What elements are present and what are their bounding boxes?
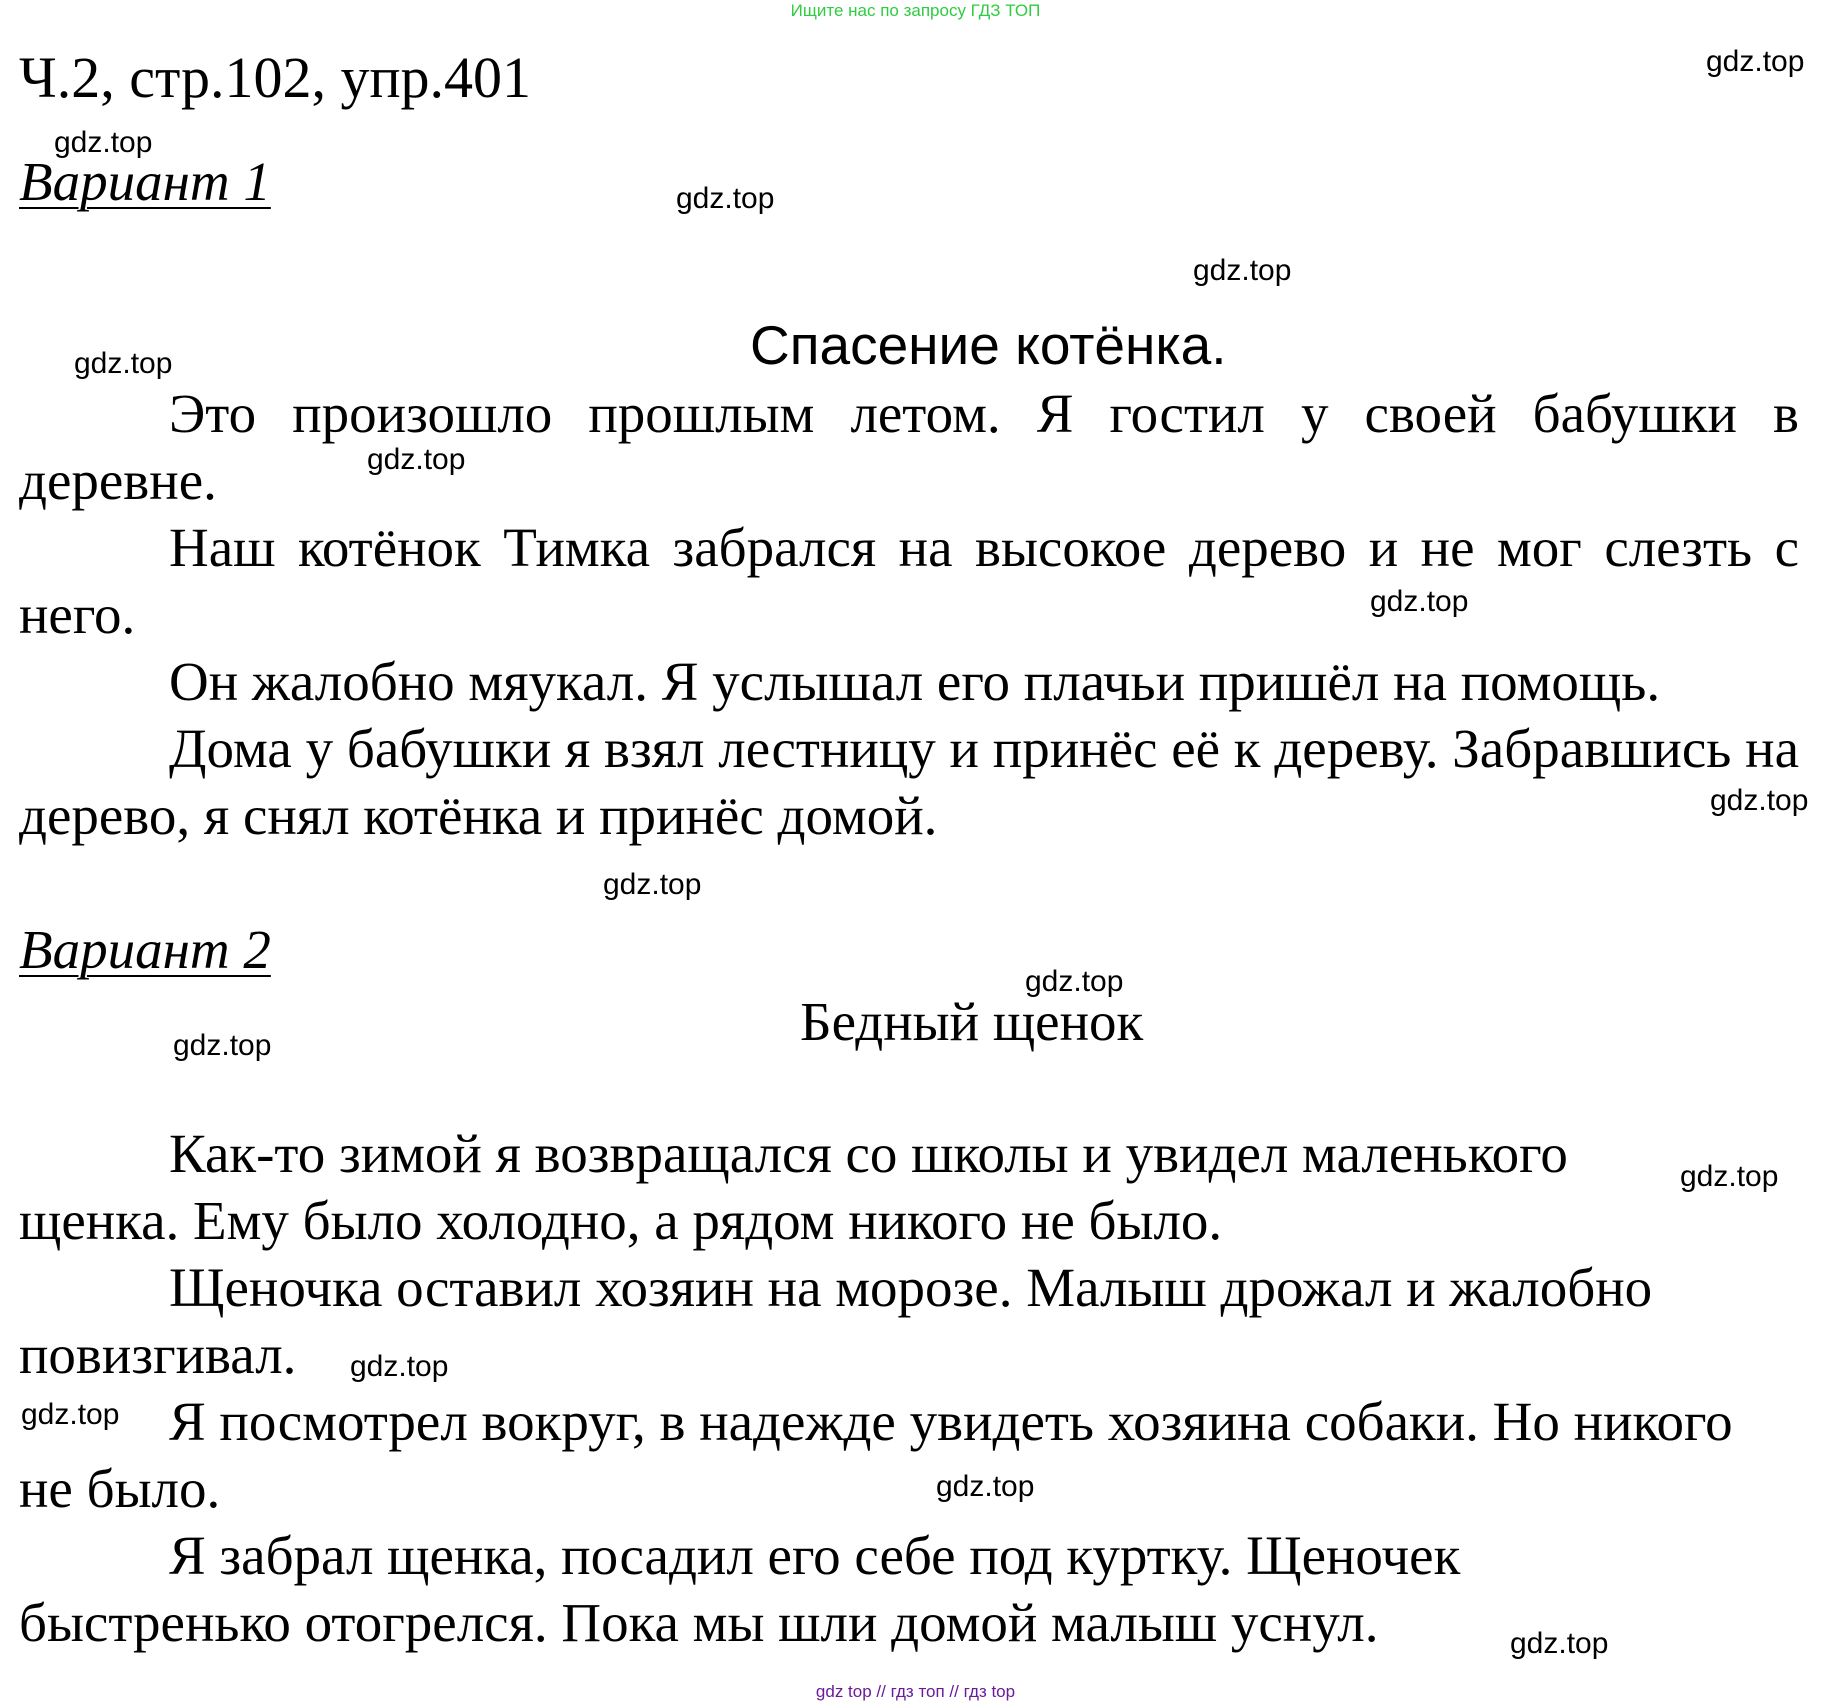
variant-2-paragraph-1: Как-то зимой я возвращался со школы и увидел маленького щенка. Ему было холодно, а рядом никого не было.	[19, 1123, 1568, 1251]
variant-1-paragraph-2: Наш котёнок Тимка забрался на высокое дерево и не мог слезть с него.	[19, 517, 1799, 645]
watermark: gdz.top	[676, 182, 775, 215]
variant-1-paragraph-4: Дома у бабушки я взял лестницу и принёс её к дереву. Забравшись на дерево, я снял котёнка и принёс домой.	[19, 718, 1799, 846]
watermark: gdz.top	[54, 126, 153, 159]
watermark: gdz.top	[1706, 45, 1805, 78]
variant-2-paragraph-3: Я посмотрел вокруг, в надежде увидеть хозяина собаки. Но никого не было.	[19, 1391, 1733, 1519]
watermark: gdz.top	[1510, 1627, 1609, 1660]
watermark: gdz.top	[936, 1470, 1035, 1503]
variant-2-paragraph-2: Щеночка оставил хозяин на морозе. Малыш дрожал и жалобно повизгивал.	[19, 1257, 1653, 1385]
watermark: gdz.top	[1370, 585, 1469, 618]
exercise-title: Ч.2, стр.102, упр.401	[19, 45, 532, 110]
watermark: gdz.top	[21, 1398, 120, 1431]
watermark: gdz.top	[1710, 784, 1809, 817]
variant-1-paragraph-1: Это произошло прошлым летом. Я гостил у своей бабушки в деревне.	[19, 383, 1799, 511]
watermark: gdz.top	[74, 347, 173, 380]
watermark: gdz.top	[1680, 1160, 1779, 1193]
variant-1-story	[19, 380, 1799, 849]
variant-2-heading: Вариант 2	[19, 919, 271, 980]
variant-2-paragraph-4: Я забрал щенка, посадил его себе под куртку. Щеночек быстренько отогрелся. Пока мы шли домой малыш уснул.	[19, 1525, 1461, 1653]
footer-text: gdz top // гдз топ // гдз top	[815, 1682, 1016, 1701]
top-banner-text: Ищите нас по запросу ГДЗ ТОП	[790, 1, 1041, 20]
variant-1-heading: Вариант 1	[19, 151, 271, 212]
variant-2-story	[19, 1120, 1739, 1656]
watermark: gdz.top	[1193, 254, 1292, 287]
watermark: gdz.top	[603, 868, 702, 901]
variant-2-story-title: Бедный щенок	[800, 991, 1144, 1052]
variant-1-story-title: Спасение котёнка.	[750, 314, 1227, 376]
variant-1-paragraph-3: Он жалобно мяукал. Я услышал его плачьи пришёл на помощь.	[169, 651, 1661, 712]
watermark: gdz.top	[367, 443, 466, 476]
watermark: gdz.top	[173, 1029, 272, 1062]
watermark: gdz.top	[350, 1350, 449, 1383]
watermark: gdz.top	[1025, 965, 1124, 998]
